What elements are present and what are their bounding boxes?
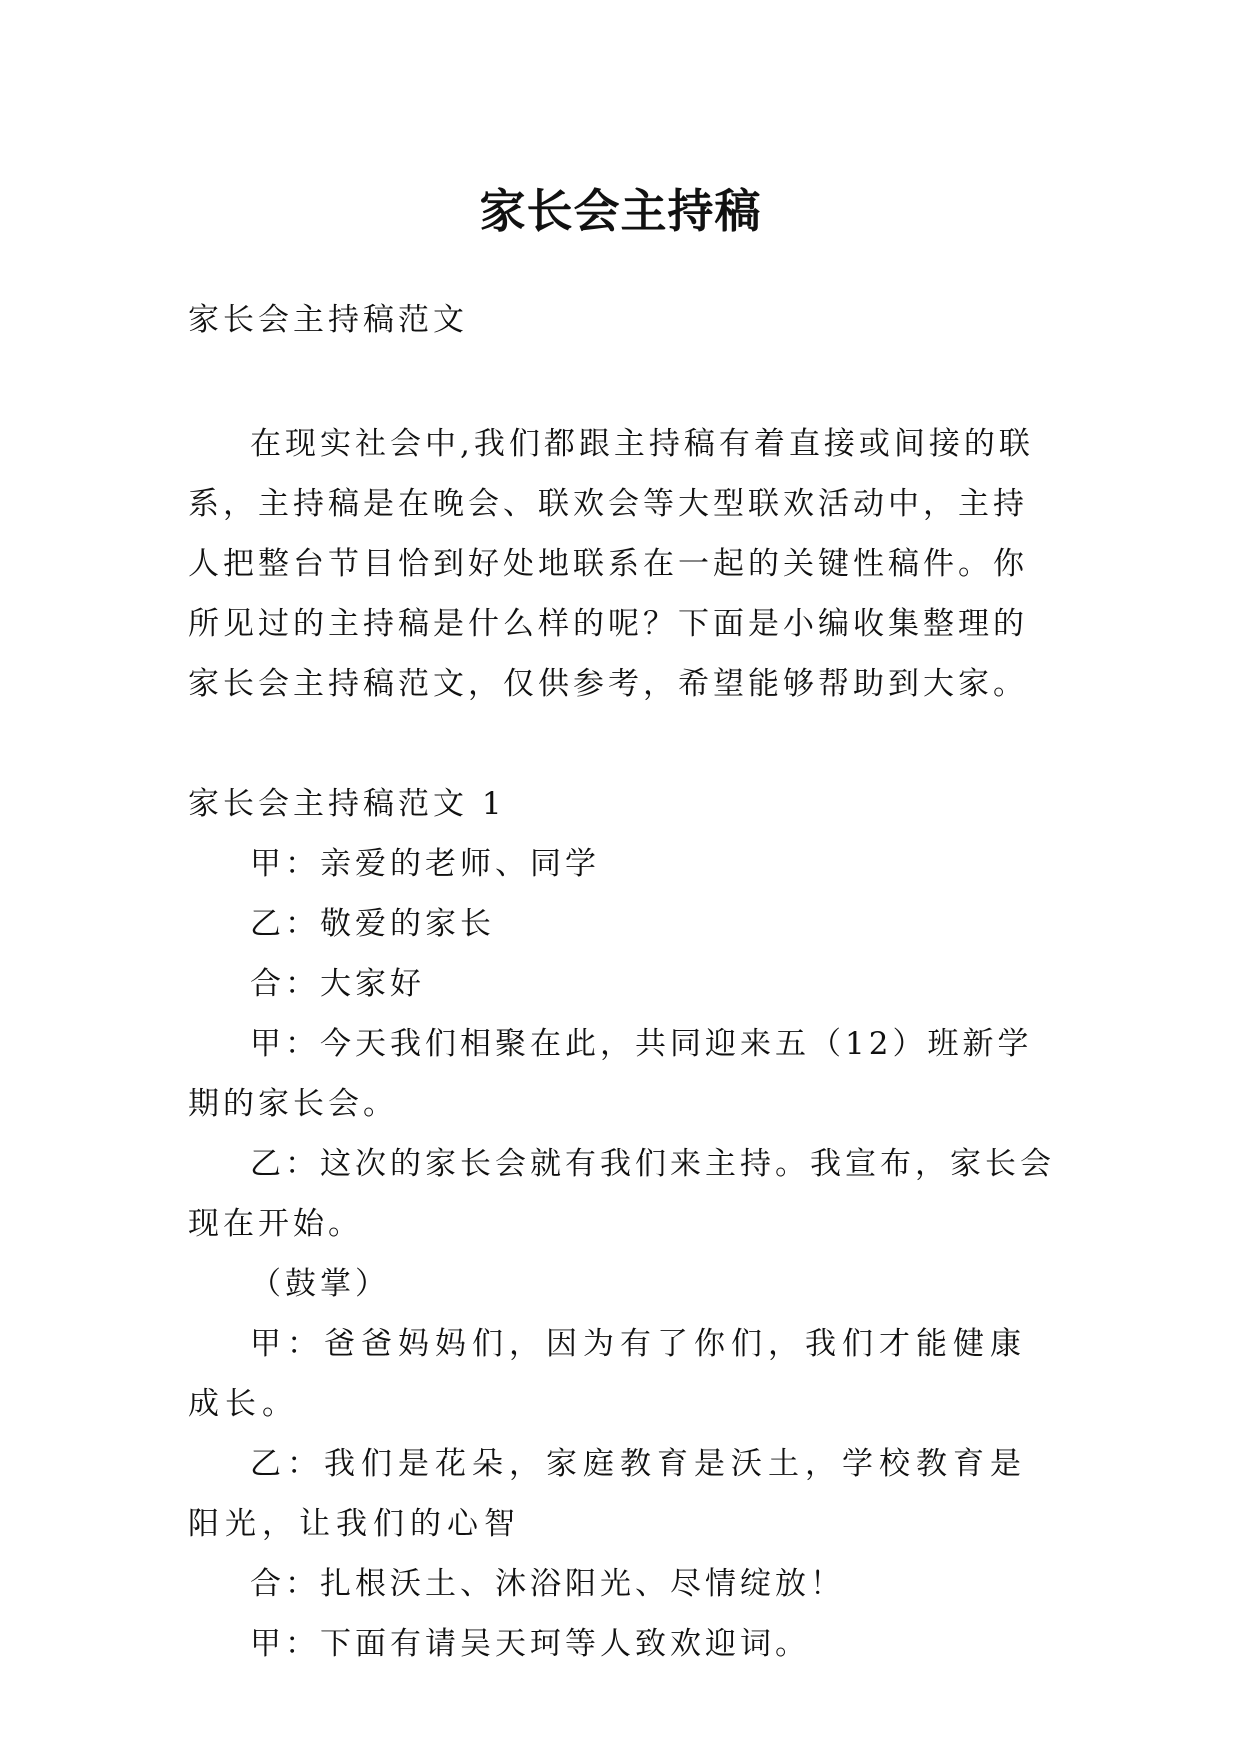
script-line: 甲：爸爸妈妈们，因为有了你们，我们才能健康成长。: [188, 1326, 1027, 1422]
intro-paragraph: 在现实社会中,我们都跟主持稿有着直接或间接的联系，主持稿是在晚会、联欢会等大型联欢活动中，主持人把整台节目恰到好处地联系在一起的关键性稿件。你所见过的主持稿是什么样的呢？下面是小编收集整理的家长会主持稿范文，仅供参考，希望能够帮助到大家。: [188, 426, 1034, 702]
stage-direction: （鼓掌）: [250, 1266, 390, 1302]
script-line: 乙：这次的家长会就有我们来主持。我宣布，家长会现在开始。: [188, 1146, 1055, 1242]
document-subtitle: 家长会主持稿范文: [188, 302, 468, 338]
document-body: [188, 290, 1056, 1674]
script-line: 乙：敬爱的家长: [250, 906, 495, 942]
script-line: 乙：我们是花朵，家庭教育是沃土，学校教育是阳光，让我们的心智: [188, 1446, 1027, 1542]
script-line: 甲：今天我们相聚在此，共同迎来五（12）班新学期的家长会。: [188, 1026, 1033, 1122]
script-line: 合：扎根沃土、沐浴阳光、尽情绽放！: [250, 1566, 845, 1602]
section-heading: 家长会主持稿范文 1: [188, 786, 506, 822]
script-line: 甲：亲爱的老师、同学: [250, 846, 600, 882]
script-line: 合：大家好: [250, 966, 425, 1002]
document-title: 家长会主持稿: [479, 183, 762, 238]
script-line: 甲：下面有请吴天珂等人致欢迎词。: [250, 1626, 810, 1662]
